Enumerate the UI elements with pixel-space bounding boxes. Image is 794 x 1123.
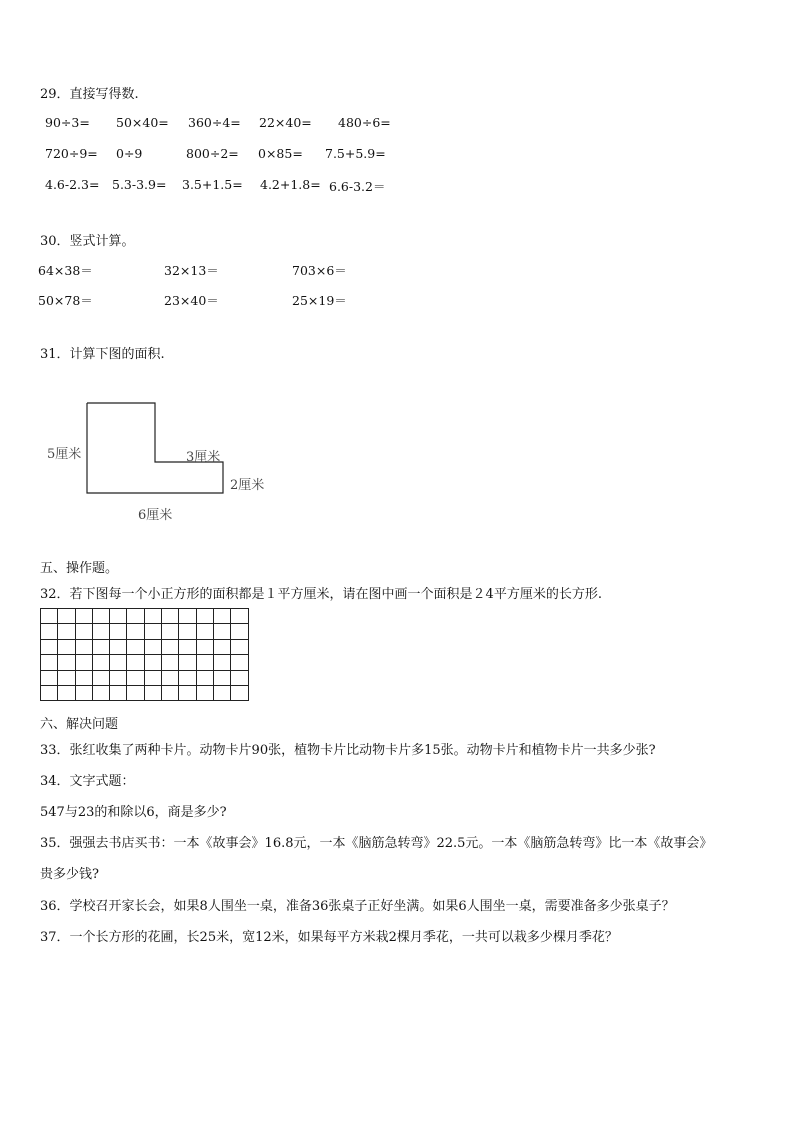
grid-cell <box>196 655 213 670</box>
grid-cell <box>196 670 213 685</box>
grid-cell <box>75 685 92 700</box>
q29-item: 4.6-2.3= <box>45 177 100 192</box>
grid-cell <box>213 685 230 700</box>
grid-cell <box>75 624 92 639</box>
label-left: 5厘米 <box>47 447 82 462</box>
grid-cell <box>110 609 127 624</box>
q37-text: 37．一个长方形的花圃，长25米，宽12米，如果每平方米栽2棵月季花，一共可以栽多少棵月季花？ <box>40 930 618 945</box>
q29-item: 90÷3= <box>45 115 90 130</box>
grid-cell <box>75 609 92 624</box>
label-inner: 3厘米 <box>186 450 221 465</box>
grid-row <box>41 609 249 624</box>
q32-title: 32．若下图每一个小正方形的面积都是１平方厘米，请在图中画一个面积是２4平方厘米的长方形. <box>40 587 602 602</box>
grid-cell <box>127 670 144 685</box>
grid-cell <box>179 624 196 639</box>
grid-cell <box>92 609 109 624</box>
grid-cell <box>231 624 248 639</box>
grid-cell <box>179 639 196 654</box>
grid-table <box>40 608 249 701</box>
q34-text: 547与23的和除以6，商是多少? <box>40 805 227 820</box>
grid-cell <box>213 655 230 670</box>
grid-cell <box>144 624 161 639</box>
grid-row <box>41 670 249 685</box>
grid-cell <box>162 609 179 624</box>
q29-item: 800÷2= <box>186 146 239 161</box>
q29-item: 7.5+5.9= <box>325 146 386 161</box>
grid-cell <box>92 670 109 685</box>
grid-cell <box>41 609 58 624</box>
q29-item: 4.2+1.8= <box>260 177 321 192</box>
grid-cell <box>179 655 196 670</box>
grid-cell <box>58 670 75 685</box>
grid-cell <box>144 655 161 670</box>
grid-cell <box>41 670 58 685</box>
grid-cell <box>213 609 230 624</box>
grid-cell <box>179 685 196 700</box>
grid-cell <box>110 655 127 670</box>
grid-cell <box>162 624 179 639</box>
grid-cell <box>144 685 161 700</box>
grid-cell <box>231 609 248 624</box>
q29-item: 22×40= <box>259 115 312 130</box>
q30-title: 30．竖式计算。 <box>40 234 135 249</box>
grid-cell <box>75 639 92 654</box>
q35-line1: 35．强强去书店买书：一本《故事会》16.8元，一本《脑筋急转弯》22.5元。一本《脑筋急转弯》比一本《故事会》 <box>40 836 713 851</box>
grid-cell <box>162 670 179 685</box>
q30-item: 25×19＝ <box>292 293 347 308</box>
q29-item: 5.3-3.9= <box>112 177 167 192</box>
grid-cell <box>75 670 92 685</box>
grid-cell <box>110 639 127 654</box>
q30-item: 32×13＝ <box>164 263 219 278</box>
q35-line2: 贵多少钱? <box>40 867 99 882</box>
grid-cell <box>213 639 230 654</box>
label-bottom: 6厘米 <box>138 508 173 523</box>
grid-cell <box>41 655 58 670</box>
q29-item: 3.5+1.5= <box>182 177 243 192</box>
grid-cell <box>144 609 161 624</box>
grid-cell <box>179 670 196 685</box>
grid-cell <box>58 685 75 700</box>
grid-cell <box>127 685 144 700</box>
q29-item: 360÷4= <box>188 115 241 130</box>
grid-row <box>41 639 249 654</box>
grid-cell <box>92 655 109 670</box>
grid-cell <box>196 639 213 654</box>
grid-cell <box>92 639 109 654</box>
grid-cell <box>110 624 127 639</box>
q36-text: 36．学校召开家长会，如果8人围坐一桌，准备36张桌子正好坐满。如果6人围坐一桌，需要准备多少张桌子？ <box>40 899 675 914</box>
grid-cell <box>110 670 127 685</box>
grid-cell <box>231 685 248 700</box>
grid-cell <box>162 685 179 700</box>
q29-item: 0÷9 <box>116 146 143 161</box>
grid-cell <box>92 624 109 639</box>
q30-item: 50×78＝ <box>38 293 93 308</box>
grid-cell <box>127 624 144 639</box>
section-six-heading: 六、解决问题 <box>40 717 119 732</box>
grid-cell <box>196 609 213 624</box>
square-grid <box>40 608 249 701</box>
grid-cell <box>231 639 248 654</box>
grid-cell <box>213 670 230 685</box>
q29-item: 0×85= <box>258 146 303 161</box>
grid-row <box>41 655 249 670</box>
grid-cell <box>58 609 75 624</box>
grid-cell <box>58 639 75 654</box>
grid-cell <box>162 655 179 670</box>
grid-cell <box>92 685 109 700</box>
q30-item: 703×6＝ <box>292 263 347 278</box>
grid-cell <box>231 655 248 670</box>
grid-cell <box>231 670 248 685</box>
q30-item: 23×40＝ <box>164 293 219 308</box>
grid-cell <box>58 624 75 639</box>
grid-cell <box>127 655 144 670</box>
grid-cell <box>196 624 213 639</box>
grid-cell <box>196 685 213 700</box>
q31-title: 31．计算下图的面积. <box>40 347 165 362</box>
grid-cell <box>58 655 75 670</box>
grid-cell <box>127 639 144 654</box>
q29-title: 29．直接写得数. <box>40 87 139 102</box>
q30-item: 64×38＝ <box>38 263 93 278</box>
q29-item: 50×40= <box>116 115 169 130</box>
grid-cell <box>213 624 230 639</box>
q29-item: 480÷6= <box>338 115 391 130</box>
grid-cell <box>144 639 161 654</box>
grid-cell <box>162 639 179 654</box>
section-five-heading: 五、操作题。 <box>40 561 119 576</box>
grid-cell <box>41 639 58 654</box>
grid-cell <box>41 685 58 700</box>
grid-cell <box>110 685 127 700</box>
label-right: 2厘米 <box>230 478 265 493</box>
q29-item: 6.6-3.2＝ <box>329 179 386 194</box>
q34-title: 34．文字式题： <box>40 774 135 789</box>
grid-cell <box>41 624 58 639</box>
grid-cell <box>127 609 144 624</box>
grid-row <box>41 685 249 700</box>
grid-row <box>41 624 249 639</box>
q33-text: 33．张红收集了两种卡片。动物卡片90张，植物卡片比动物卡片多15张。动物卡片和植物卡片一共多少张? <box>40 743 656 758</box>
grid-cell <box>144 670 161 685</box>
grid-cell <box>75 655 92 670</box>
q29-item: 720÷9= <box>45 146 98 161</box>
grid-cell <box>179 609 196 624</box>
